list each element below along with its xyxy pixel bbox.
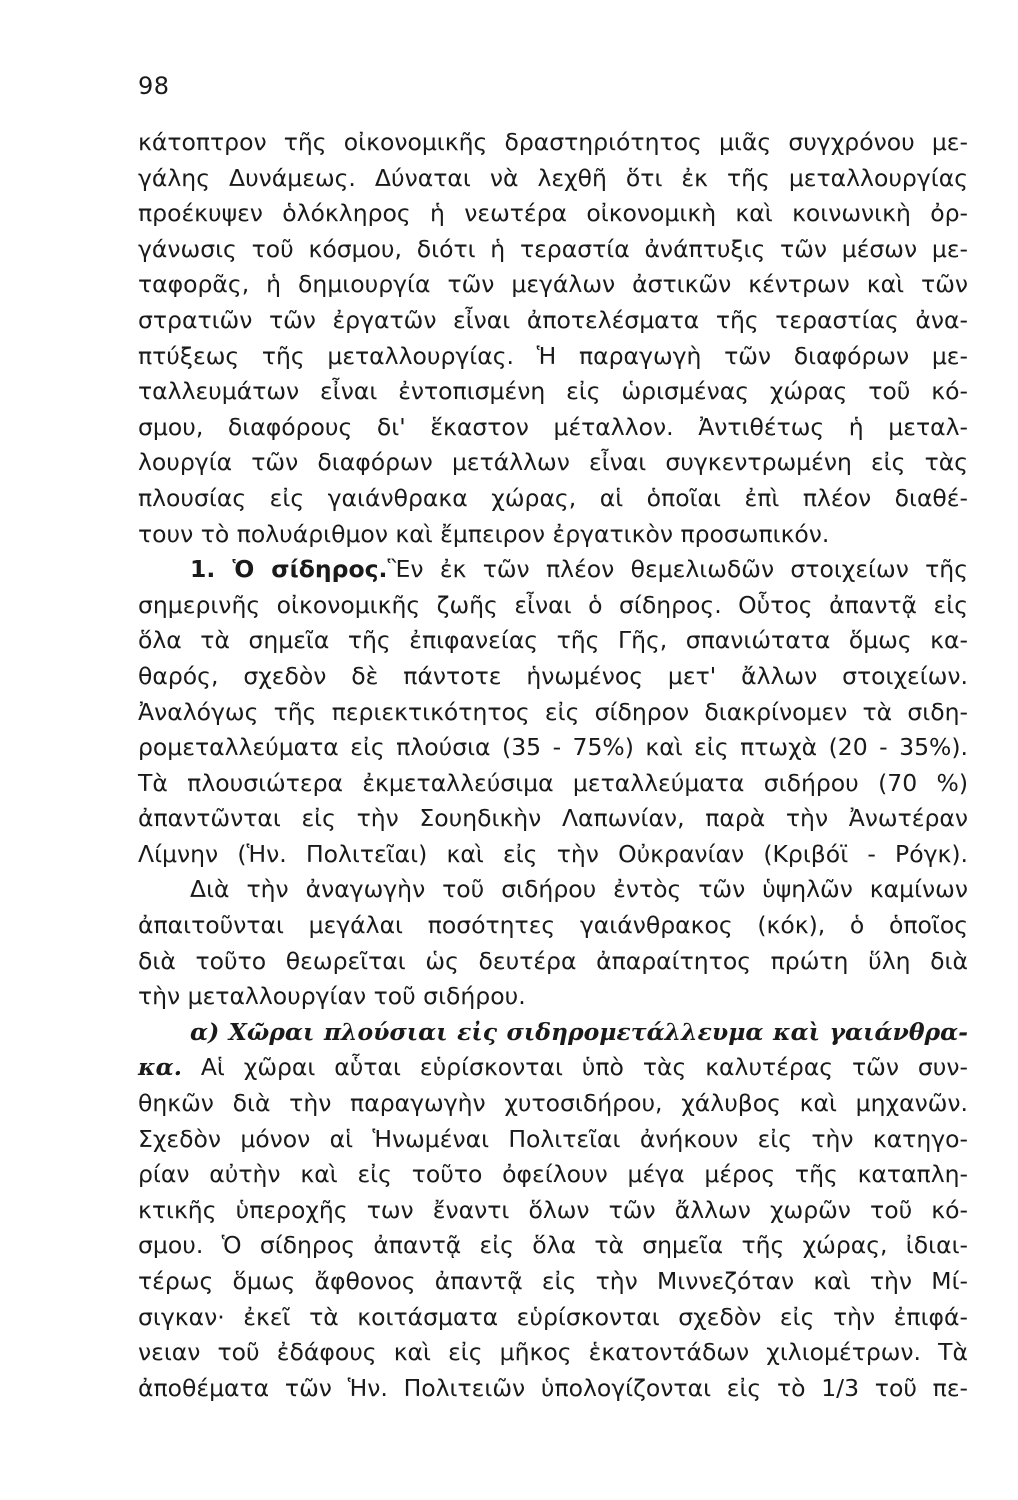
- text-line: πτύξεως τῆς μεταλλουργίας. Ἡ παραγωγὴ τῶν διαφόρων με-: [138, 341, 968, 370]
- text-line: ἀπαντῶνται εἰς τὴν Σουηδικὴν Λαπωνίαν, παρὰ τὴν Ἀνωτέραν: [138, 804, 968, 833]
- section-heading-line: [138, 552, 968, 588]
- text-line: ρίαν αὐτὴν καὶ εἰς τοῦτο ὀφείλουν μέγα μέρος τῆς καταπλη-: [138, 1160, 968, 1189]
- text-line: στρατιῶν τῶν ἐργατῶν εἶναι ἀποτελέσματα τῆς τεραστίας ἀνα-: [138, 305, 968, 334]
- subsection-heading: [138, 1015, 968, 1051]
- text-line: ταφορᾶς, ἡ δημιουργία τῶν μεγάλων ἀστικῶν κέντρων καὶ τῶν: [138, 270, 968, 299]
- subsection-heading-tail: κα.: [138, 1053, 182, 1082]
- text-line: ὅλα τὰ σημεῖα τῆς ἐπιφανείας τῆς Γῆς, σπανιώτατα ὅμως κα-: [138, 626, 968, 655]
- text-line: ἀπαιτοῦνται μεγάλαι ποσότητες γαιάνθρακος (κόκ), ὁ ὁποῖος: [138, 911, 968, 940]
- text-line: σμου, διαφόρους δι' ἕκαστον μέταλλον. Ἀντιθέτως ἡ μεταλ-: [138, 412, 968, 441]
- section-heading: 1. Ὁ σίδηρος.: [190, 555, 388, 584]
- text-line: Διὰ τὴν ἀναγωγὴν τοῦ σιδήρου ἐντὸς τῶν ὑψηλῶν καμίνων: [190, 875, 968, 904]
- text-line: θηκῶν διὰ τὴν παραγωγὴν χυτοσιδήρου, χάλυβος καὶ μηχανῶν.: [138, 1089, 968, 1118]
- text-line: τέρως ὅμως ἄφθονος ἀπαντᾷ εἰς τὴν Μιννεζόταν καὶ τὴν Μί-: [138, 1267, 968, 1295]
- text-line: θαρός, σχεδὸν δὲ πάντοτε ἡνωμένος μετ' ἄλλων στοιχείων.: [138, 661, 968, 690]
- text-line: σμου. Ὁ σίδηρος ἀπαντᾷ εἰς ὅλα τὰ σημεῖα τῆς χώρας, ἰδιαι-: [138, 1231, 968, 1260]
- text-line: Ἀναλόγως τῆς περιεκτικότητος εἰς σίδηρον διακρίνομεν τὰ σιδη-: [138, 697, 968, 726]
- text-line: διὰ τοῦτο θεωρεῖται ὡς δευτέρα ἀπαραίτητος πρώτη ὕλη διὰ: [138, 946, 968, 975]
- text-line: Τὰ πλουσιώτερα ἐκμεταλλεύσιμα μεταλλεύματα σιδήρου (70 %): [138, 768, 968, 797]
- text-line: κάτοπτρον τῆς οἰκονομικῆς δραστηριότητος μιᾶς συγχρόνου με-: [138, 128, 968, 156]
- text-line: σημερινῆς οἰκονομικῆς ζωῆς εἶναι ὁ σίδηρος. Οὗτος ἀπαντᾷ εἰς: [138, 590, 968, 619]
- text-line: λουργία τῶν διαφόρων μετάλλων εἶναι συγκεντρωμένη εἰς τὰς: [138, 448, 968, 477]
- text-line: τουν τὸ πολυάριθμον καὶ ἔμπειρον ἐργατικὸν προσωπικόν.: [138, 519, 830, 548]
- text-line: κτικῆς ὑπεροχῆς των ἔναντι ὅλων τῶν ἄλλων χωρῶν τοῦ κό-: [138, 1195, 968, 1224]
- text-line: πλουσίας εἰς γαιάνθρακα χώρας, αἱ ὁποῖαι ἐπὶ πλέον διαθέ-: [138, 483, 968, 512]
- text-line: σιγκαν· ἐκεῖ τὰ κοιτάσματα εὑρίσκονται σχεδὸν εἰς τὴν ἐπιφά-: [138, 1302, 968, 1331]
- subsection-heading-text: α) Χῶραι πλούσιαι εἰς σιδηρομετάλλευμα καὶ γαιάνθρα-: [190, 1017, 968, 1046]
- text-line: Ἓν ἐκ τῶν πλέον θεμελιωδῶν στοιχείων τῆς: [387, 555, 968, 584]
- text-line: Λίμνην (Ἡν. Πολιτεῖαι) καὶ εἰς τὴν Οὐκρανίαν (Κριβόϊ - Ρόγκ).: [138, 839, 968, 868]
- text-line: [138, 1050, 968, 1086]
- text-line: γάνωσις τοῦ κόσμου, διότι ἡ τεραστία ἀνάπτυξις τῶν μέσων με-: [138, 234, 968, 263]
- text-line: ρομεταλλεύματα εἰς πλούσια (35 - 75%) καὶ εἰς πτωχὰ (20 - 35%).: [138, 733, 968, 762]
- text-line: Σχεδὸν μόνον αἱ Ἡνωμέναι Πολιτεῖαι ἀνήκουν εἰς τὴν κατηγο-: [138, 1124, 968, 1153]
- text-line: ταλλευμάτων εἶναι ἐντοπισμένη εἰς ὡρισμένας χώρας τοῦ κό-: [138, 377, 968, 406]
- body-text: [138, 125, 968, 1406]
- text-line: νειαν τοῦ ἐδάφους καὶ εἰς μῆκος ἑκατοντάδων χιλιομέτρων. Τὰ: [138, 1338, 968, 1367]
- text-line: ἀποθέματα τῶν Ἡν. Πολιτειῶν ὑπολογίζονται εἰς τὸ 1/3 τοῦ πε-: [138, 1373, 968, 1402]
- text-line-rest: Αἱ χῶραι αὗται εὑρίσκονται ὑπὸ τὰς καλυτέρας τῶν συν-: [200, 1053, 968, 1082]
- page-number: 98: [138, 72, 170, 100]
- text-line: προέκυψεν ὁλόκληρος ἡ νεωτέρα οἰκονομικὴ καὶ κοινωνικὴ ὀρ-: [138, 199, 968, 228]
- text-line: τὴν μεταλλουργίαν τοῦ σιδήρου.: [138, 982, 526, 1011]
- text-line: γάλης Δυνάμεως. Δύναται νὰ λεχθῆ ὅτι ἐκ τῆς μεταλλουργίας: [138, 163, 968, 192]
